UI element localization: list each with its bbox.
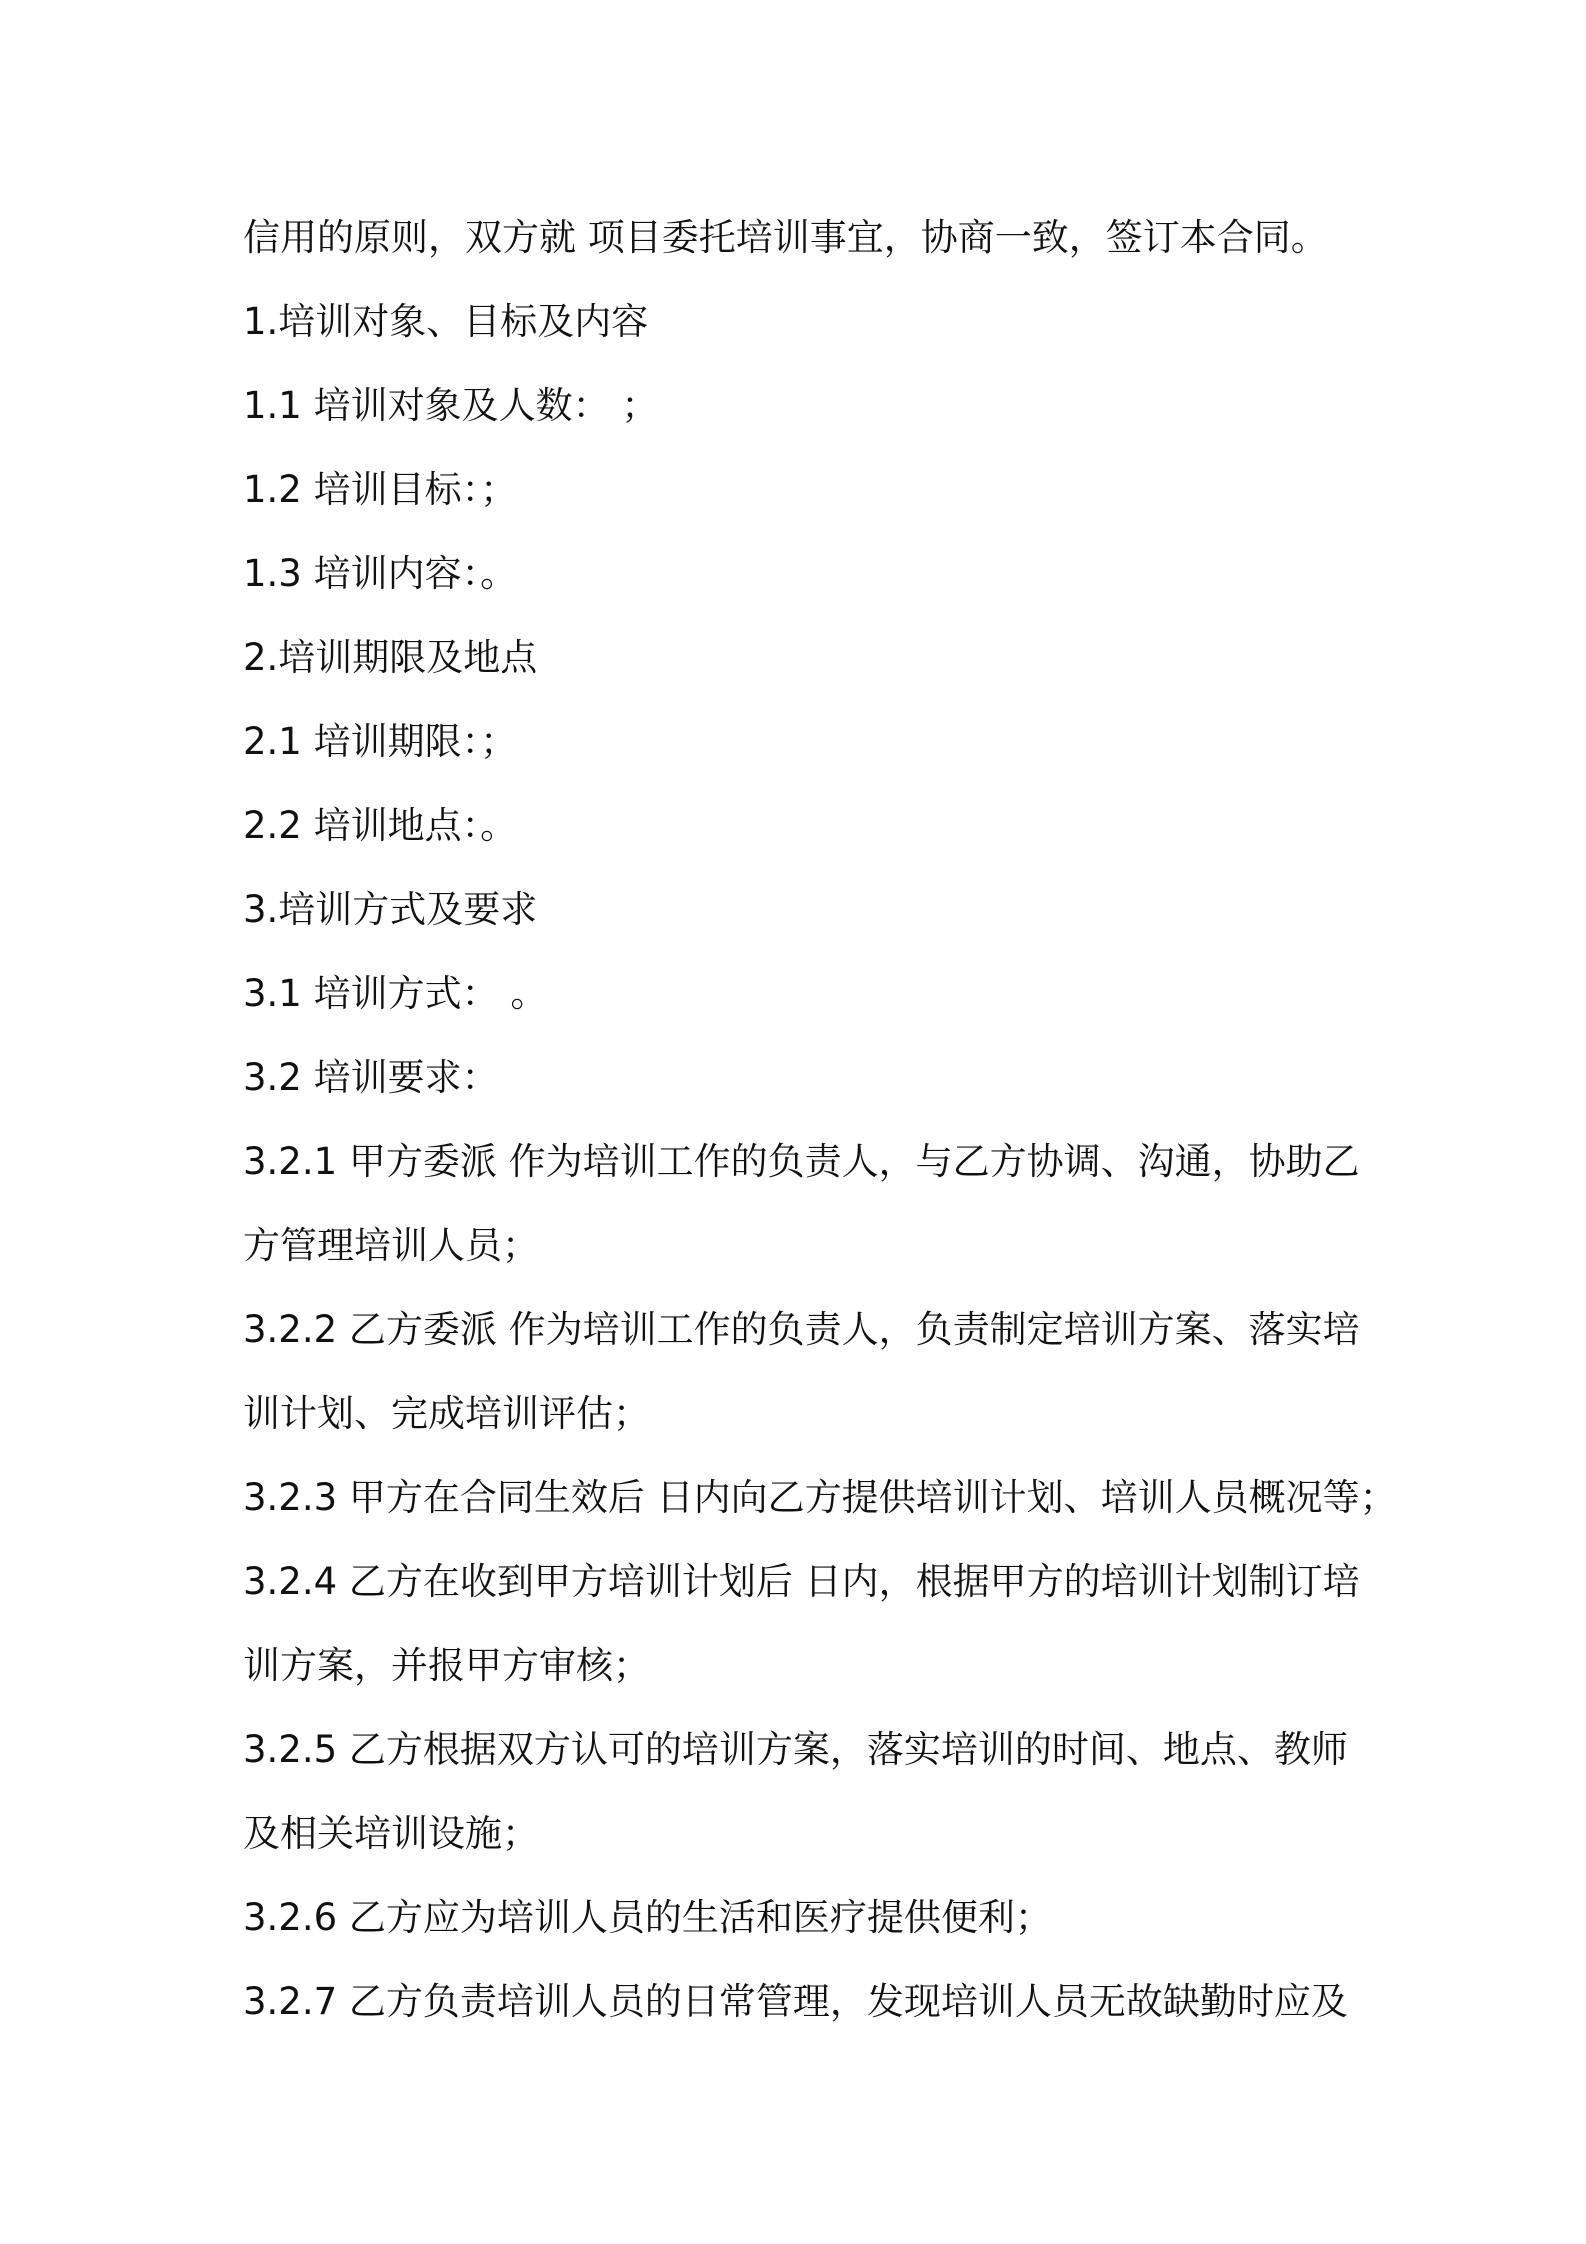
text-line: 训计划、完成培训评估； [243, 1392, 650, 1435]
text-line: 及相关培训设施； [243, 1812, 539, 1855]
text-line: 训方案，并报甲方审核； [243, 1644, 650, 1687]
text-line: 3.2.4 乙方在收到甲方培训计划后 日内，根据甲方的培训计划制订培 [243, 1560, 1360, 1603]
text-line: 3.2.6 乙方应为培训人员的生活和医疗提供便利； [243, 1896, 1052, 1939]
text-line: 3.2.3 甲方在合同生效后 日内向乙方提供培训计划、培训人员概况等； [243, 1476, 1397, 1519]
text-line: 2.2 培训地点：。 [243, 804, 518, 847]
section-heading: 1.培训对象、目标及内容 [243, 300, 649, 343]
document-body [243, 196, 1397, 2044]
text-line: 3.1 培训方式： 。 [243, 972, 548, 1015]
text-line: 1.2 培训目标：； [243, 468, 518, 511]
section-heading: 3.培训方式及要求 [243, 888, 538, 931]
text-line: 1.1 培训对象及人数： ； [243, 384, 659, 427]
text-line: 3.2.2 乙方委派 作为培训工作的负责人，负责制定培训方案、落实培 [243, 1308, 1360, 1351]
text-line: 3.2.7 乙方负责培训人员的日常管理，发现培训人员无故缺勤时应及 [243, 1980, 1348, 2023]
text-line: 1.3 培训内容：。 [243, 552, 518, 595]
section-heading: 2.培训期限及地点 [243, 636, 538, 679]
text-line: 3.2.5 乙方根据双方认可的培训方案，落实培训的时间、地点、教师 [243, 1728, 1348, 1771]
text-line: 信用的原则，双方就 项目委托培训事宜，协商一致，签订本合同。 [243, 216, 1328, 259]
text-line: 3.2 培训要求： [243, 1056, 499, 1099]
text-line: 2.1 培训期限：； [243, 720, 518, 763]
text-line: 方管理培训人员； [243, 1224, 539, 1267]
text-line: 3.2.1 甲方委派 作为培训工作的负责人，与乙方协调、沟通，协助乙 [243, 1140, 1360, 1183]
